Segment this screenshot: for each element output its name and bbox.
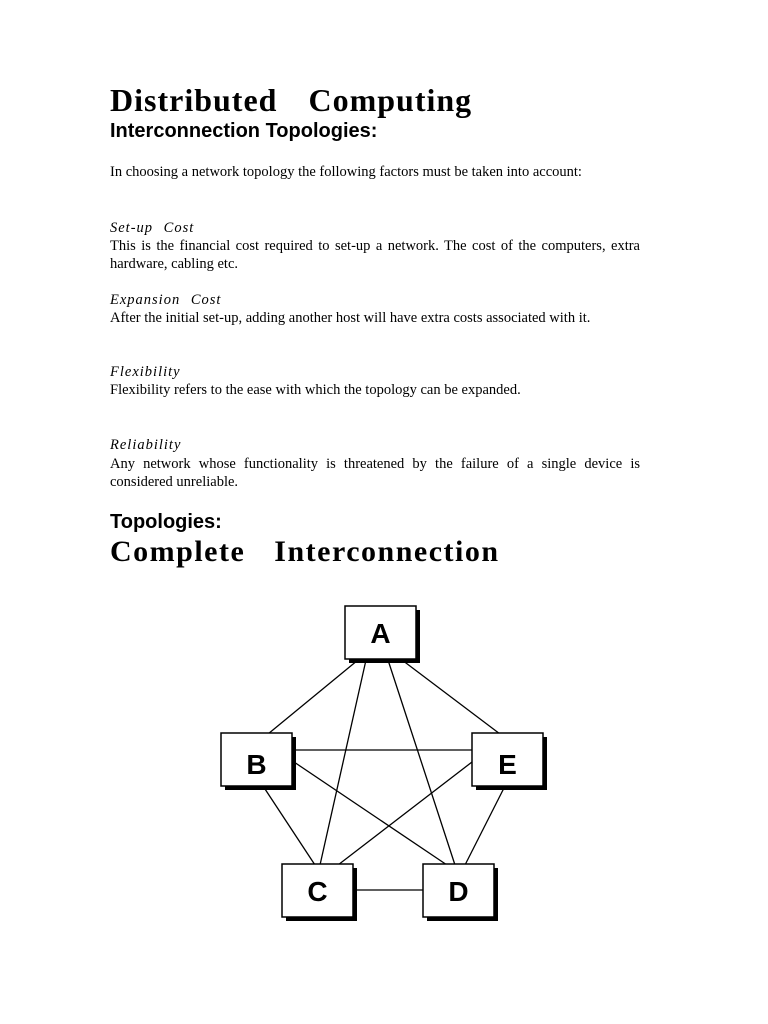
node-label: A [370, 618, 391, 649]
node-label: E [498, 749, 517, 780]
factor-text: This is the financial cost required to set-up a network. The cost of the computers, extra hardware, cabling etc. [110, 238, 640, 272]
link-e-c [338, 762, 472, 865]
page-title: Distributed Computing [110, 82, 473, 118]
factor-text: Any network whose functionality is threatened by the failure of a single device is considered unreliable. [110, 456, 640, 490]
link-b-d [294, 762, 447, 865]
node-a [345, 606, 420, 663]
links [263, 660, 505, 890]
node-c [282, 864, 357, 921]
node-d [423, 864, 498, 921]
factor-heading: Set-up Cost [110, 220, 195, 236]
topology-title: Complete Interconnection [110, 535, 500, 568]
factor-text: Flexibility refers to the ease with which the topology can be expanded. [110, 382, 521, 398]
node-b [221, 733, 296, 790]
node-label: D [448, 876, 469, 907]
link-a-e [402, 660, 500, 734]
link-a-d [388, 660, 455, 865]
factor-heading: Reliability [110, 437, 182, 453]
link-e-d [465, 786, 505, 865]
factor-heading: Expansion Cost [110, 292, 222, 308]
intro-paragraph: In choosing a network topology the following factors must be taken into account: [110, 164, 582, 180]
node-label: B [246, 749, 267, 780]
node-label: C [307, 876, 328, 907]
link-b-c [263, 786, 315, 865]
section-subtitle: Interconnection Topologies: [110, 120, 378, 142]
node-e [472, 733, 547, 790]
link-a-b [268, 660, 358, 734]
link-a-c [320, 660, 366, 865]
factor-text: After the initial set-up, adding another host will have extra costs associated with it. [110, 310, 591, 326]
factor-heading: Flexibility [110, 364, 181, 380]
topologies-heading: Topologies: [110, 511, 222, 533]
